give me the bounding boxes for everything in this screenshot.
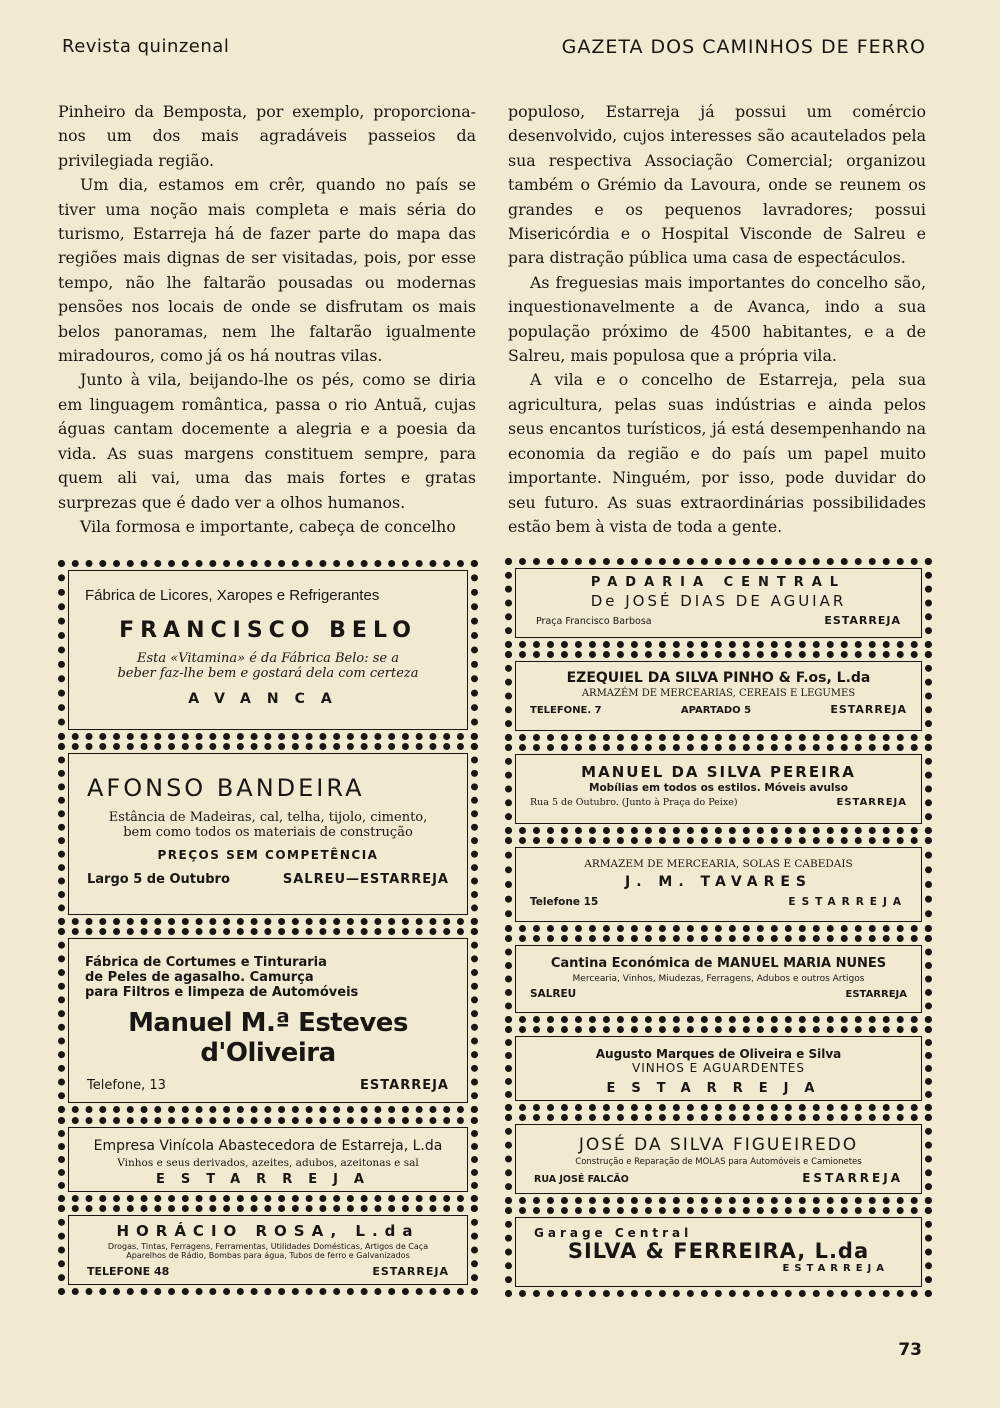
ad-garage-name: SILVA & FERREIRA, L.da: [567, 1239, 870, 1263]
ad-belo-place: AVANCA: [188, 691, 348, 707]
ad-tavares-place: ESTARREJA: [788, 896, 907, 908]
running-header-right: GAZETA DOS CAMINHOS DE FERRO: [561, 36, 926, 58]
ad-pereira-place: ESTARREJA: [836, 797, 907, 808]
ad-pinho-line-1: ARMAZÉM DE MERCEARIAS, CEREAIS E LEGUMES: [581, 688, 856, 699]
ad-manuel-pereira: [505, 744, 932, 834]
ad-padaria-place: ESTARREJA: [824, 614, 901, 627]
ad-manuel-esteves: [58, 928, 478, 1113]
ad-bandeira-name: AFONSO BANDEIRA: [87, 774, 365, 802]
ad-belo-slogan-2: beber faz-lhe bem e gostará dela com certeza: [117, 666, 419, 681]
ad-padaria-title: PADARIA CENTRAL: [590, 575, 847, 590]
ad-vinicola-name: Empresa Vinícola Abastecedora de Estarreja, L.da: [93, 1138, 443, 1154]
ad-rosa-phone: TELEFONE 48: [87, 1265, 170, 1278]
ad-rosa-line-2: Aparelhos de Rádio, Bombas para água, Tubos de ferro e Galvanizados: [126, 1251, 410, 1260]
ad-padaria-central: [505, 558, 932, 648]
ad-nunes-place: ESTARREJA: [845, 989, 907, 1000]
paragraph: Pinheiro da Bemposta, por exemplo, proporciona-nos um dos mais agradáveis passeios da privilegiada região.: [58, 102, 476, 170]
article-column-right: [508, 100, 926, 539]
running-header-left: Revista quinzenal: [62, 36, 230, 57]
ad-vinicola-place: ESTARREJA: [156, 1172, 380, 1187]
ad-jose-figueiredo: [505, 1114, 932, 1204]
ad-figueiredo-address: RUA JOSÉ FALCÃO: [534, 1174, 629, 1185]
ad-esteves-line-1: Fábrica de Cortumes e Tinturaria: [85, 955, 327, 970]
ad-pereira-name: MANUEL DA SILVA PEREIRA: [581, 763, 856, 781]
ad-bandeira-address: Largo 5 de Outubro: [87, 872, 230, 887]
ad-garage-central: [505, 1207, 932, 1297]
ad-rosa-line-1: Drogas, Tintas, Ferragens, Ferramentas, Utilidades Domésticas, Artigos de Caça: [107, 1242, 429, 1251]
ad-pinho-phone: TELEFONE. 7: [530, 705, 602, 716]
page-number: 73: [898, 1340, 922, 1360]
ad-augusto-place: ESTARREJA: [606, 1081, 831, 1096]
ad-belo-slogan-1: Esta «Vitamina» é da Fábrica Belo: se a: [137, 651, 399, 666]
ad-pereira-line-1: Mobílias em todos os estilos. Móveis avulso: [589, 782, 848, 794]
ad-augusto-line-1: VINHOS E AGUARDENTES: [632, 1061, 805, 1075]
paragraph: Vila formosa e importante, cabeça de concelho: [80, 516, 456, 536]
ad-belo-top: Fábrica de Licores, Xaropes e Refrigerantes: [85, 587, 380, 604]
ad-garage-line-1: Garage Central: [534, 1226, 693, 1240]
ad-empresa-vinicola: [58, 1117, 478, 1202]
ad-figueiredo-place: ESTARREJA: [802, 1171, 903, 1185]
ad-tavares-line-1: ARMAZEM DE MERCEARIA, SOLAS E CABEDAIS: [584, 858, 853, 870]
paragraph: Junto à vila, beijando-lhe os pés, como se diria em linguagem romântica, passa o rio Antuã, cujas águas cantam docemente a alegria e a poesia da vida. As suas margens constituem sempre, para quem ali vai, uma das mais fortes e gratas surprezas que é dado ver a olhos humanos.: [58, 370, 476, 512]
ad-figueiredo-line-1: Construção e Reparação de MOLAS para Automóveis e Camionetes: [575, 1157, 862, 1167]
ad-padaria-address: Praça Francisco Barbosa: [536, 616, 652, 627]
ad-padaria-owner: De JOSÉ DIAS DE AGUIAR: [590, 592, 847, 610]
ad-francisco-belo: [58, 560, 478, 740]
ad-jm-tavares: [505, 837, 932, 932]
ad-esteves-line-3: para Filtros e limpeza de Automóveis: [85, 985, 359, 1000]
ad-nunes-name: Cantina Económica de MANUEL MARIA NUNES: [550, 956, 887, 971]
ad-bandeira-line-3: PREÇOS SEM COMPETÊNCIA: [157, 848, 379, 862]
ad-esteves-place: ESTARREJA: [360, 1078, 449, 1093]
ad-nunes-left: SALREU: [530, 988, 577, 1000]
ad-rosa-name: HORÁCIO ROSA, L.da: [116, 1222, 420, 1240]
ad-manuel-nunes: [505, 935, 932, 1023]
ad-esteves-phone: Telefone, 13: [87, 1078, 166, 1093]
ad-pinho-place: ESTARREJA: [830, 703, 907, 716]
paragraph: populoso, Estarreja já possui um comércio desenvolvido, cujos interesses são acautelados pela sua respectiva Associação Comercial; organizou também o Grémio da Lavoura, onde se reunem os grandes e os pequenos lavradores; possui Misericórdia e o Hospital Visconde de Salreu e para distração pública uma casa de espectáculos.: [508, 102, 926, 268]
ad-afonso-bandeira: [58, 743, 478, 925]
article-column-left: [58, 100, 476, 539]
ad-bandeira-place: SALREU—ESTARREJA: [282, 872, 449, 887]
ad-horacio-rosa: [58, 1205, 478, 1295]
ad-rosa-place: ESTARREJA: [372, 1265, 449, 1278]
ad-vinicola-line-1: Vinhos e seus derivados, azeites, adubos, azeitonas e sal: [117, 1157, 419, 1169]
ad-tavares-name: J. M. TAVARES: [624, 874, 813, 890]
ad-bandeira-line-1: Estância de Madeiras, cal, telha, tijolo, cimento,: [108, 810, 428, 825]
paragraph: Um dia, estamos em crêr, quando no país se tiver uma noção mais completa e mais séria do turismo, Estarreja há de fazer parte do mapa das regiões mais dignas de ser visitadas, pois, por esse tempo, não lhe faltarão pousadas ou modernas pensões nos locais de onde se disfrutam os mais belos panoramas, nem lhe faltarão igualmente miradouros, como já os há noutras vilas.: [58, 175, 476, 366]
ad-bandeira-line-2: bem como todos os materiais de construção: [123, 825, 413, 840]
ad-pinho-box: APARTADO 5: [680, 705, 752, 716]
ad-tavares-phone: Telefone 15: [530, 896, 599, 908]
ad-augusto-marques: [505, 1026, 932, 1111]
ad-nunes-line-1: Mercearia, Vinhos, Miudezas, Ferragens, Adubos e outros Artigos: [572, 974, 865, 984]
ad-garage-place: ESTARREJA: [782, 1263, 889, 1274]
ad-esteves-name: Manuel M.ª Esteves d'Oliveira: [128, 1008, 408, 1068]
paragraph: A vila e o concelho de Estarreja, pela sua agricultura, pelas suas indústrias e ainda pelos seus encantos turísticos, já está desempenhando na economia da região e do país um papel muito importante. Ninguém, por isso, pode duvidar do seu futuro. As suas extraordinárias possibilidades estão bem à vista de toda a gente.: [508, 370, 926, 536]
ad-augusto-name: Augusto Marques de Oliveira e Silva: [595, 1047, 842, 1061]
ad-pereira-address: Rua 5 de Outubro. (Junto à Praça do Peixe): [530, 797, 738, 808]
ad-ezequiel-pinho: [505, 651, 932, 741]
ad-belo-name: FRANCISCO BELO: [119, 618, 417, 643]
ad-pinho-name: EZEQUIEL DA SILVA PINHO & F.os, L.da: [566, 670, 871, 686]
paragraph: As freguesias mais importantes do concelho são, inquestionavelmente a de Avanca, indo a sua população próximo de 4500 habitantes, e a de Salreu, mais populosa que a própria vila.: [508, 272, 926, 366]
ad-figueiredo-name: JOSÉ DA SILVA FIGUEIREDO: [578, 1135, 859, 1155]
ad-esteves-line-2: de Peles de agasalho. Camurça: [85, 970, 314, 985]
